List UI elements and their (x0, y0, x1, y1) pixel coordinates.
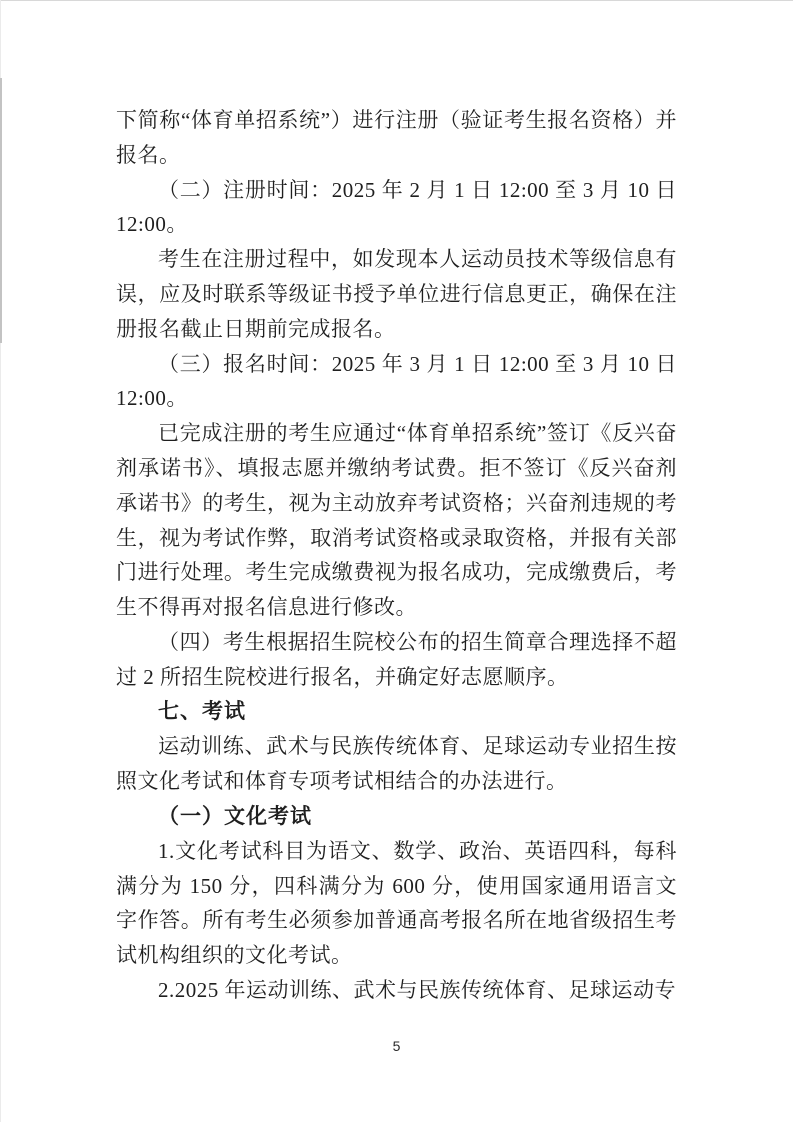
paragraph-exam-method: 运动训练、武术与民族传统体育、足球运动专业招生按照文化考试和体育专项考试相结合的办法进行。 (116, 734, 677, 794)
subsection-heading-culture-exam: （一）文化考试 (158, 803, 312, 828)
paragraph-anti-doping: 已完成注册的考生应通过“体育单招系统”签订《反兴奋剂承诺书》、填报志愿并缴纳考试费。拒不签订《反兴奋剂承诺书》的考生，视为主动放弃考试资格；兴奋剂违规的考生，视为考试作弊，取消考试资格或录取资格，并报有关部门进行处理。考生完成缴费视为报名成功，完成缴费后，考生不得再对报名信息进行修改。 (116, 421, 677, 620)
paragraph-application-time: （三）报名时间：2025 年 3 月 1 日 12:00 至 3 月 10 日 12:00。 (116, 351, 677, 411)
paragraph-school-selection: （四）考生根据招生院校公布的招生简章合理选择不超过 2 所招生院校进行报名，并确定好志愿顺序。 (116, 629, 677, 689)
paragraph-culture-exam-subjects: 1.文化考试科目为语文、数学、政治、英语四科，每科满分为 150 分，四科满分为 600 分，使用国家通用语言文字作答。所有考生必须参加普通高考报名所在地省级招生考试机构组织的文化考试。 (116, 838, 677, 968)
scan-edge-left-dark-segment (0, 78, 2, 343)
document-body (116, 103, 677, 1008)
section-heading-exam: 七、考试 (158, 699, 246, 723)
scan-edge-top (0, 0, 793, 1)
paragraph-correction-note: 考生在注册过程中，如发现本人运动员技术等级信息有误，应及时联系等级证书授予单位进行信息更正，确保在注册报名截止日期前完成报名。 (116, 247, 677, 341)
page-number: 5 (392, 1038, 401, 1054)
paragraph-registration-time: （二）注册时间：2025 年 2 月 1 日 12:00 至 3 月 10 日 12:00。 (116, 177, 677, 237)
paragraph-culture-exam-2025: 2.2025 年运动训练、武术与民族传统体育、足球运动专 (158, 977, 676, 1002)
paragraph-continuation: 下简称“体育单招系统”）进行注册（验证考生报名资格）并报名。 (116, 108, 677, 167)
